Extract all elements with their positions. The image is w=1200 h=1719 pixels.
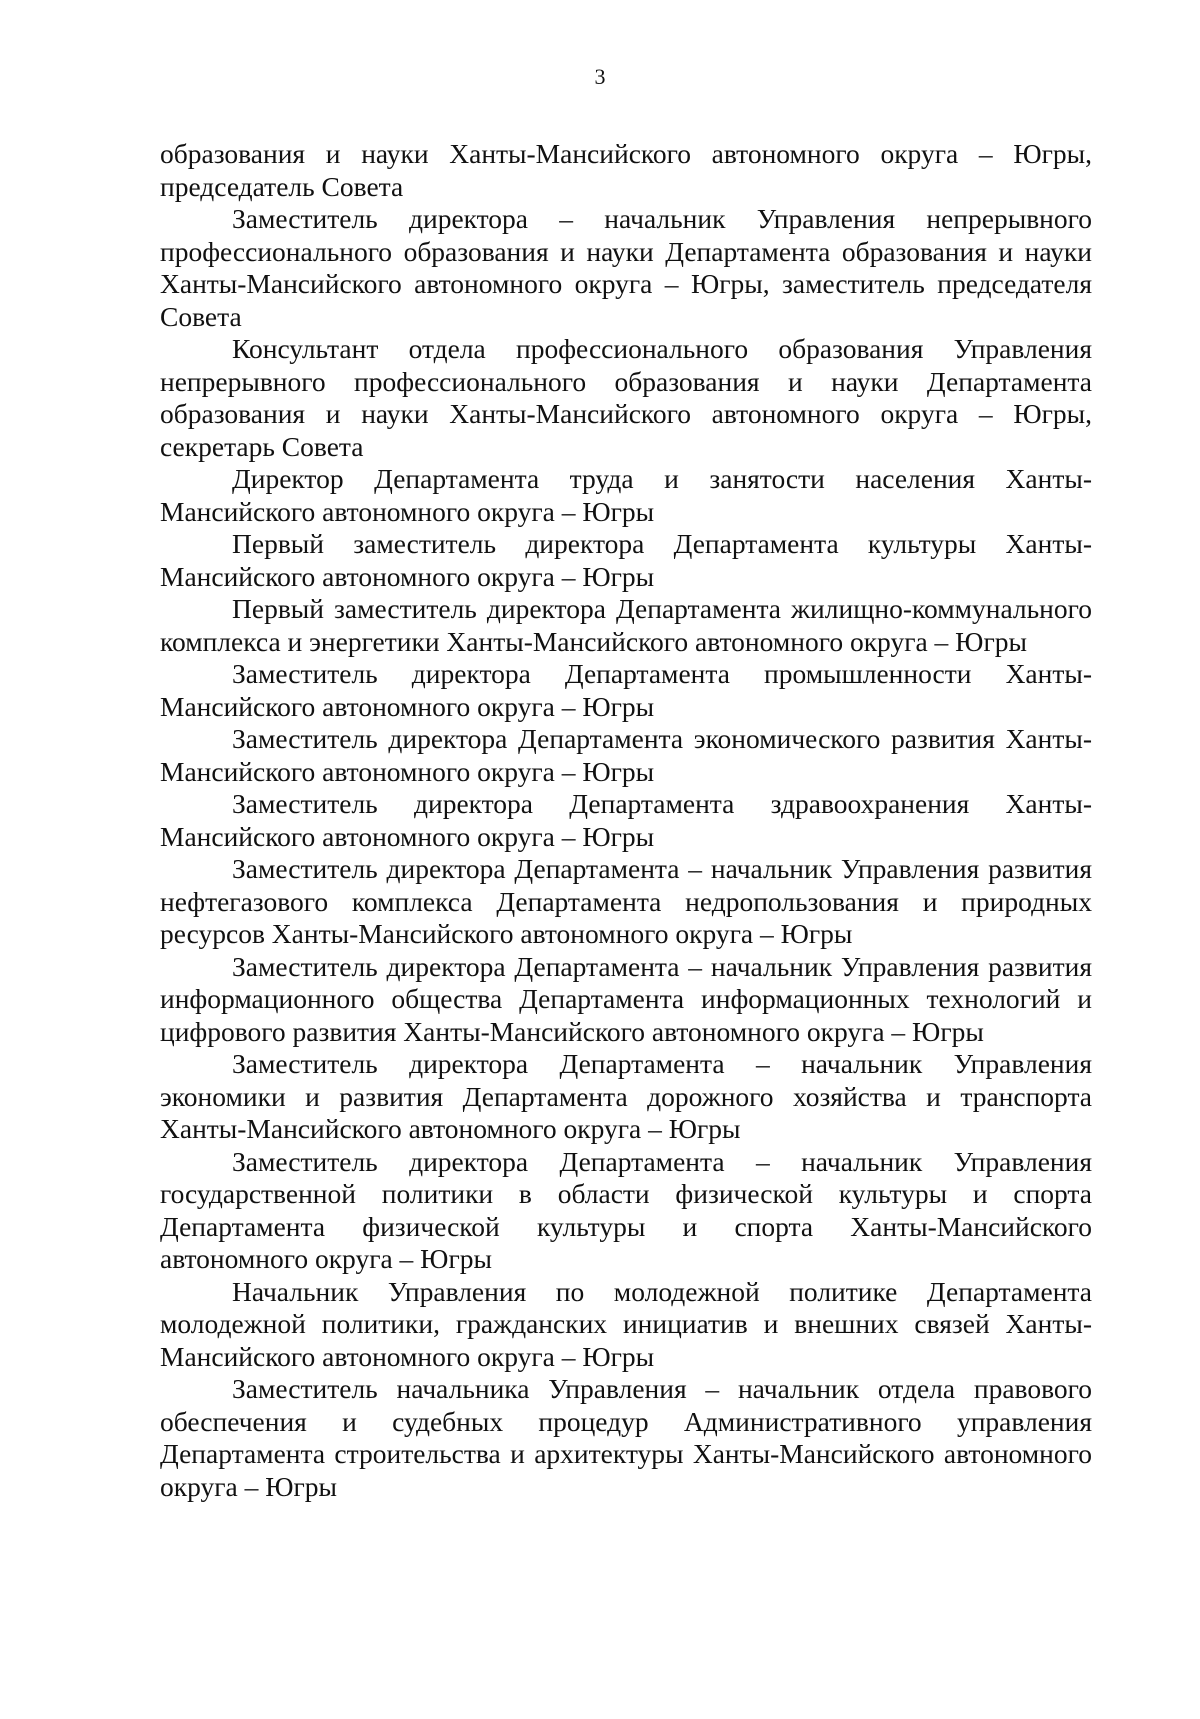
paragraph-deputy-information-society: Заместитель директора Департамента – начальник Управления развития информационного общества Департамента информационных технологий и цифрового развития Ханты-Мансийского автономного округа – Югры	[160, 950, 1092, 1047]
paragraph-deputy-industry: Заместитель директора Департамента промышленности Ханты-Мансийского автономного округа – Югры	[160, 658, 1092, 722]
paragraph-deputy-oil-gas: Заместитель директора Департамента – начальник Управления развития нефтегазового комплекса Департамента недропользования и природных ресурсов Ханты-Мансийского автономного округа – Югры	[160, 853, 1092, 949]
paragraph-head-youth-policy: Начальник Управления по молодежной политике Департамента молодежной политики, гражданских инициатив и внешних связей Ханты-Мансийского автономного округа – Югры	[160, 1275, 1092, 1372]
paragraph-deputy-healthcare: Заместитель директора Департамента здравоохранения Ханты-Мансийского автономного округа – Югры	[160, 788, 1092, 852]
paragraph-deputy-sports: Заместитель директора Департамента – начальник Управления государственной политики в области физической культуры и спорта Департамента физической культуры и спорта Ханты-Мансийского автономного округа – Югры	[160, 1145, 1092, 1274]
document-body	[160, 138, 1092, 1503]
paragraph-deputy-head-legal-construction: Заместитель начальника Управления – начальник отдела правового обеспечения и судебных процедур Административного управления Департамента строительства и архитектуры Ханты-Мансийского автономного округа – Югры	[160, 1373, 1092, 1502]
paragraph-director-labor: Директор Департамента труда и занятости населения Ханты-Мансийского автономного округа – Югры	[160, 463, 1092, 527]
paragraph-deputy-road-transport: Заместитель директора Департамента – начальник Управления экономики и развития Департамента дорожного хозяйства и транспорта Ханты-Мансийского автономного округа – Югры	[160, 1048, 1092, 1144]
page-number: 3	[594, 64, 606, 89]
paragraph-continuation: образования и науки Ханты-Мансийского автономного округа – Югры, председатель Совета	[160, 138, 1092, 202]
paragraph-consultant-secretary: Консультант отдела профессионального образования Управления непрерывного профессионального образования и науки Департамента образования и науки Ханты-Мансийского автономного округа – Югры, секретарь Совета	[160, 333, 1092, 462]
paragraph-first-deputy-housing: Первый заместитель директора Департамента жилищно-коммунального комплекса и энергетики Ханты-Мансийского автономного округа – Югры	[160, 593, 1092, 657]
paragraph-first-deputy-culture: Первый заместитель директора Департамента культуры Ханты-Мансийского автономного округа – Югры	[160, 528, 1092, 592]
paragraph-deputy-economic-development: Заместитель директора Департамента экономического развития Ханты-Мансийского автономного округа – Югры	[160, 723, 1092, 787]
paragraph-deputy-director-continuous-education: Заместитель директора – начальник Управления непрерывного профессионального образования и науки Департамента образования и науки Ханты-Мансийского автономного округа – Югры, заместитель председателя Совета	[160, 203, 1092, 332]
